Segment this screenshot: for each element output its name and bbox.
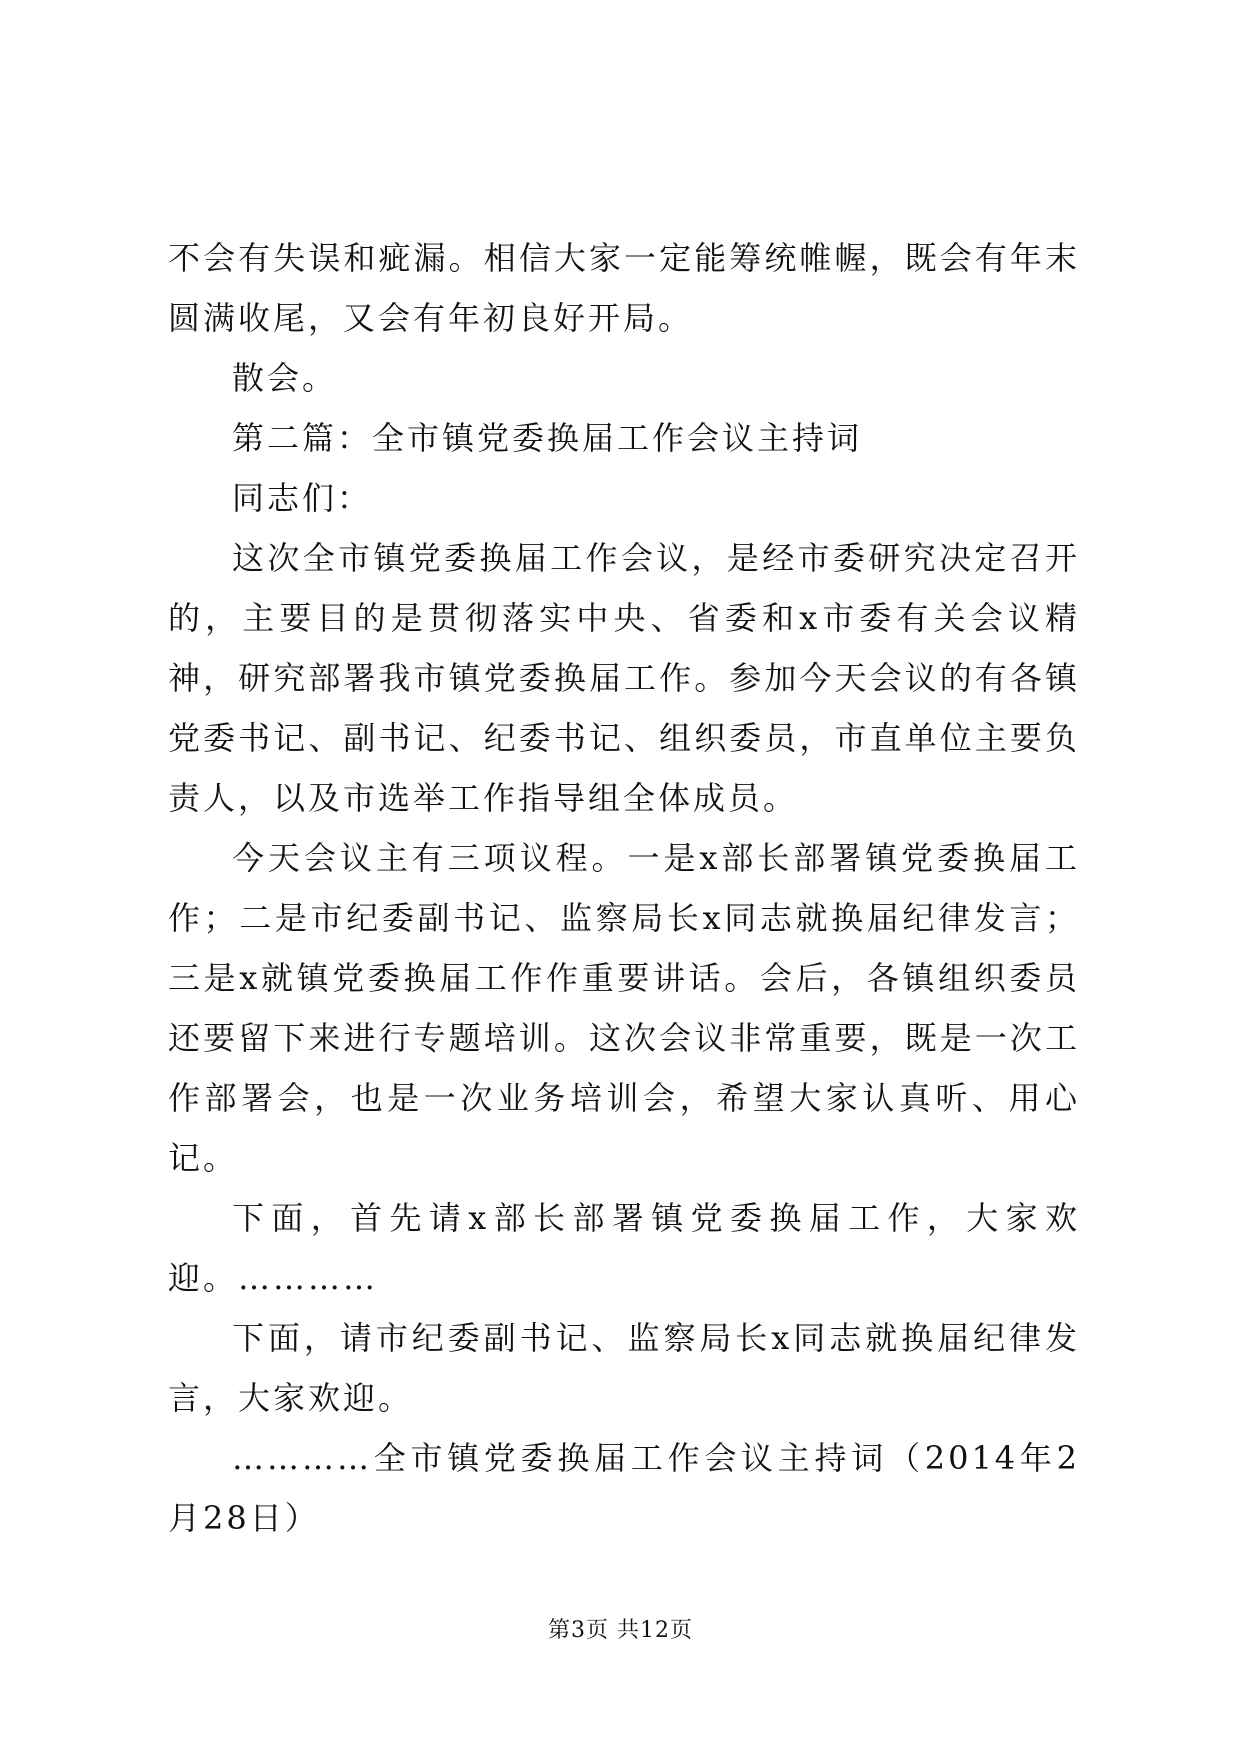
- paragraph-continuation: 不会有失误和疵漏。相信大家一定能筹统帷幄，既会有年末圆满收尾，又会有年初良好开局。: [168, 239, 1080, 337]
- document-body: [168, 228, 1080, 1548]
- paragraph-adjourn: 散会。: [232, 359, 338, 397]
- paragraph-meeting-purpose: 这次全市镇党委换届工作会议，是经市委研究决定召开的，主要目的是贯彻落实中央、省委和x市委有关会议精神，研究部署我市镇党委换届工作。参加今天会议的有各镇党委书记、副书记、纪委书记、组织委员，市直单位主要负责人，以及市选举工作指导组全体成员。: [168, 539, 1080, 817]
- section-heading: 第二篇：全市镇党委换届工作会议主持词: [232, 419, 863, 457]
- paragraph-agenda: 今天会议主有三项议程。一是x部长部署镇党委换届工作；二是市纪委副书记、监察局长x同志就换届纪律发言；三是x就镇党委换届工作作重要讲话。会后，各镇组织委员还要留下来进行专题培训。这次会议非常重要，既是一次工作部署会，也是一次业务培训会，希望大家认真听、用心记。: [168, 839, 1080, 1177]
- paragraph-closing-title: …………全市镇党委换届工作会议主持词（2014年2月28日）: [168, 1439, 1080, 1537]
- paragraph-first-speaker: 下面，首先请x部长部署镇党委换届工作，大家欢迎。…………: [168, 1199, 1080, 1297]
- paragraph-salutation: 同志们：: [232, 479, 373, 517]
- page-number-footer: 第3页 共12页: [548, 1618, 693, 1643]
- paragraph-second-speaker: 下面，请市纪委副书记、监察局长x同志就换届纪律发言，大家欢迎。: [168, 1319, 1080, 1417]
